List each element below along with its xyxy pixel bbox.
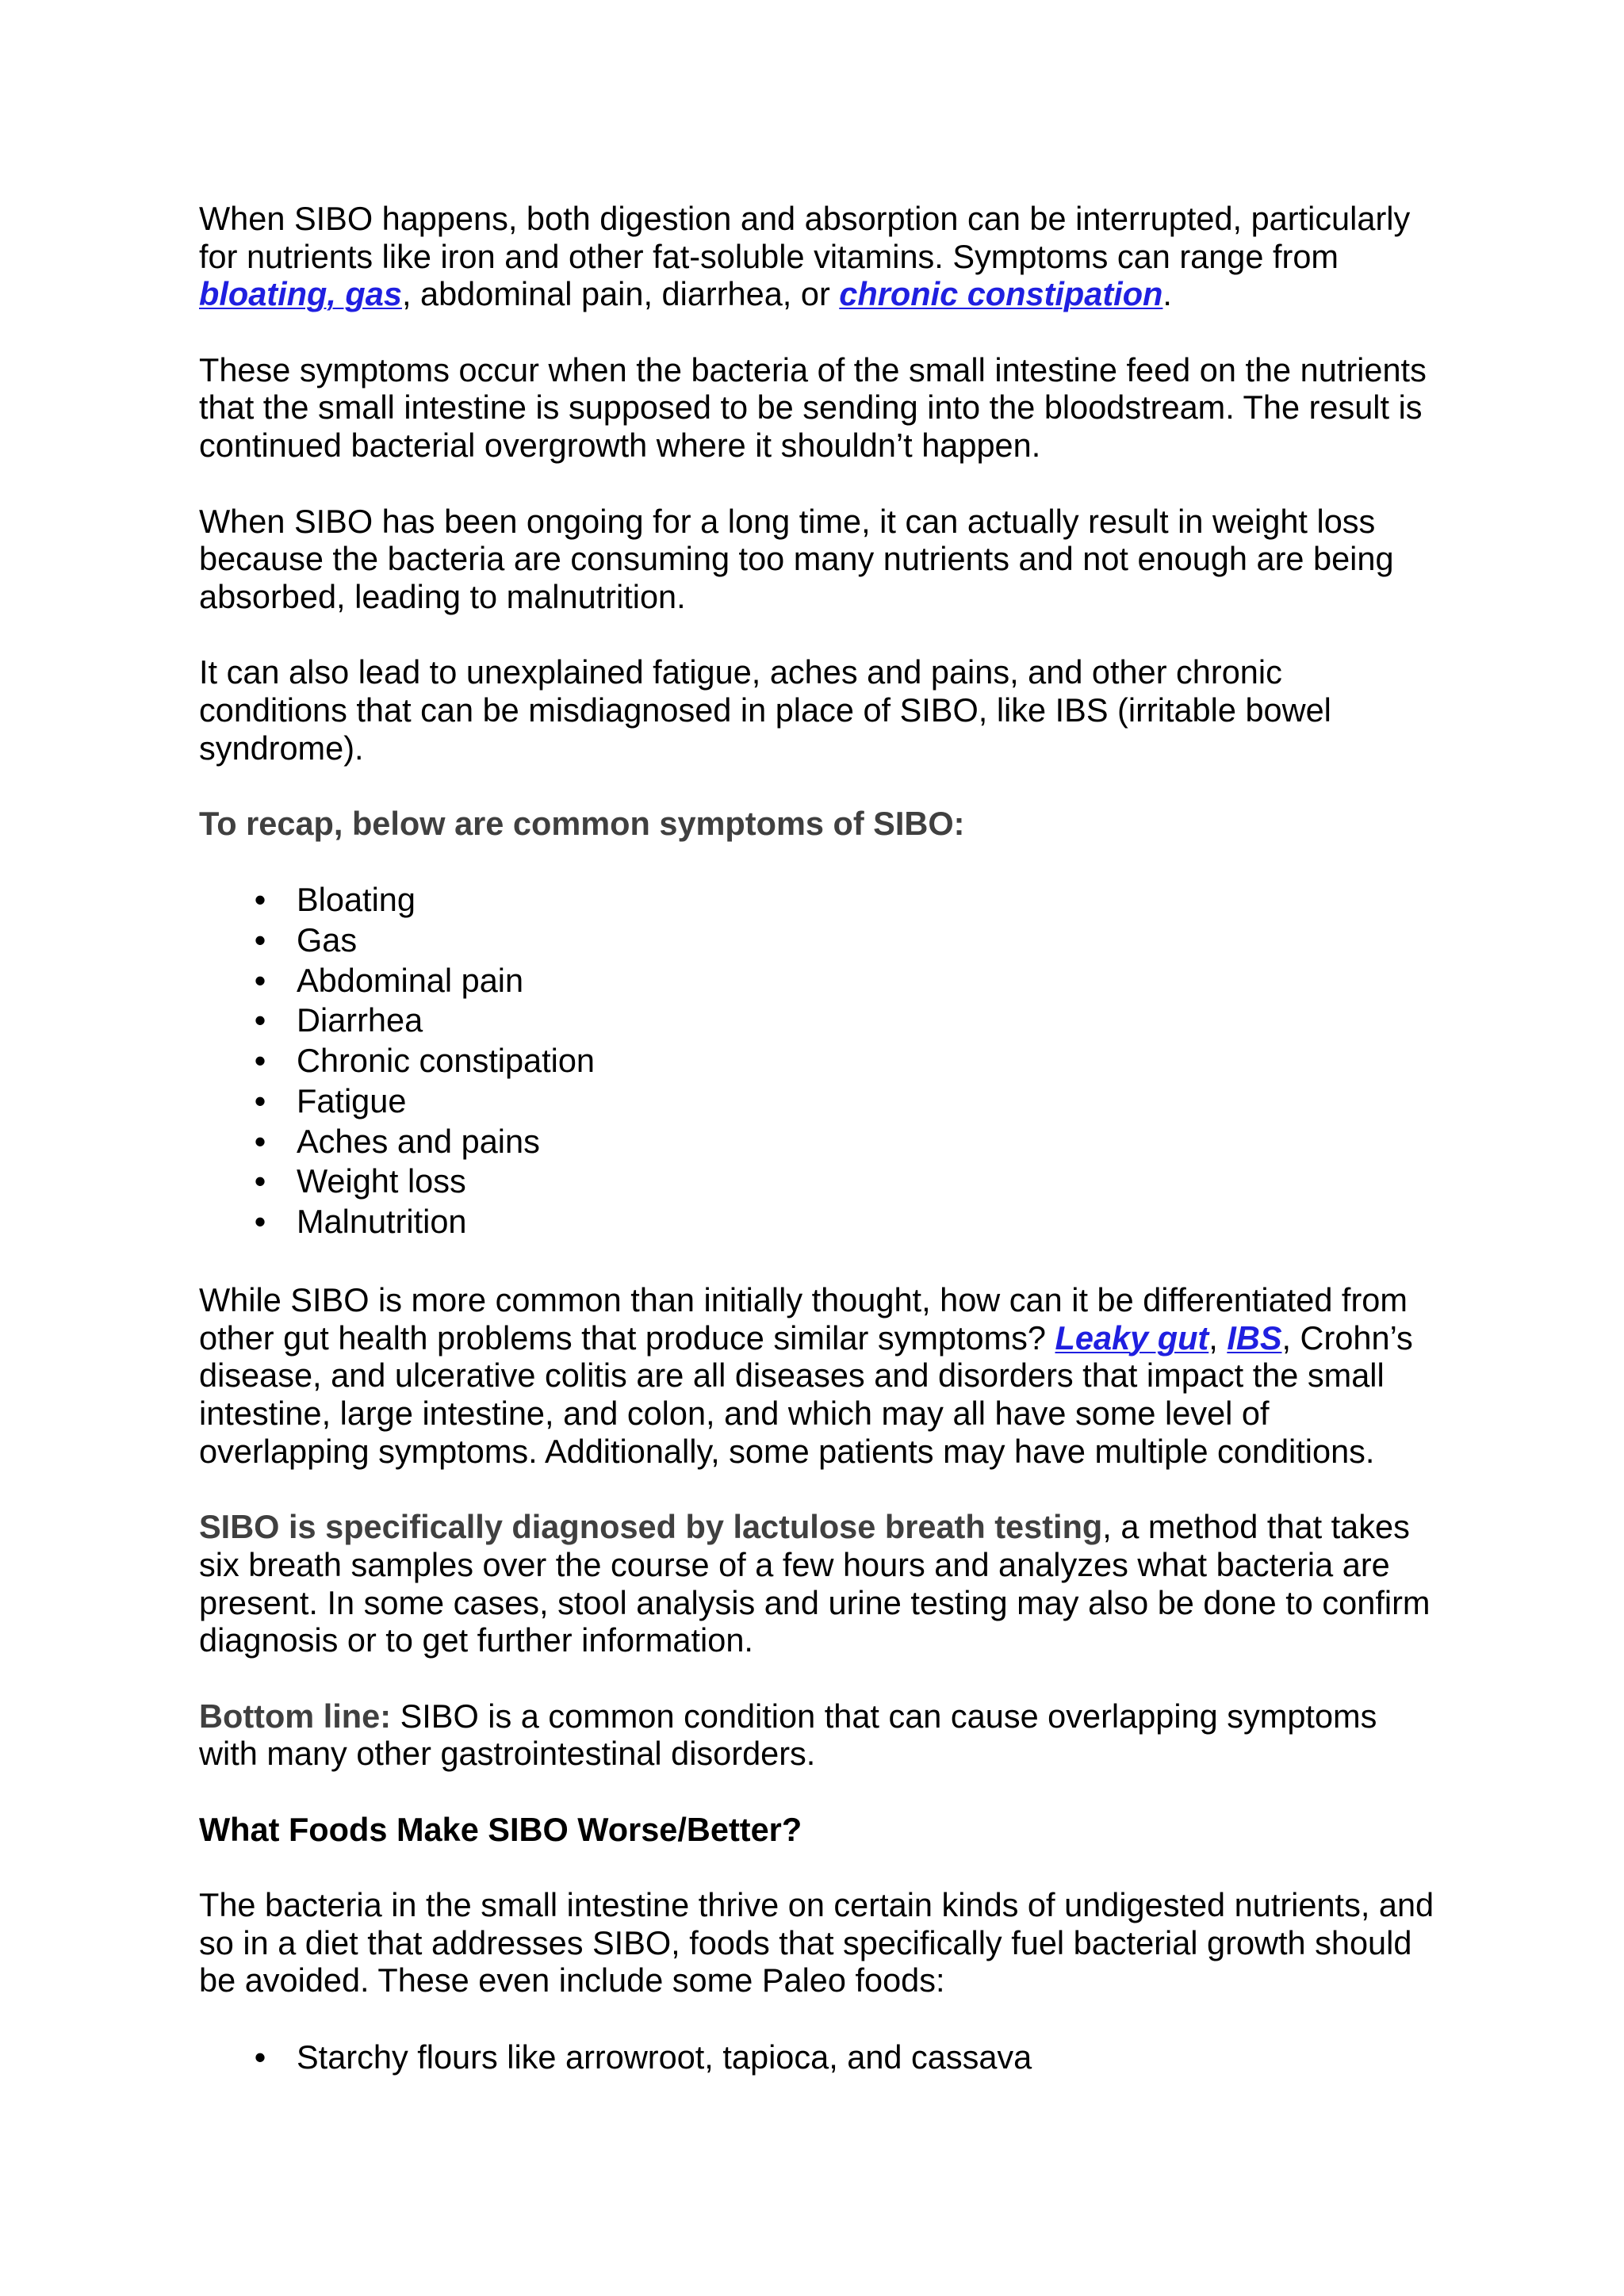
symptom-list-item [199, 1161, 1563, 1202]
list-item-text: Malnutrition [297, 1202, 467, 1240]
bullet-icon [251, 1122, 270, 1162]
symptoms-list [199, 880, 1563, 1242]
bullet-icon [251, 1161, 270, 1202]
link-chronic-constipation[interactable]: chronic constipation [839, 275, 1163, 313]
text-line: six breath samples over the course of a few hours and analyzes what bacteria are [199, 1545, 1390, 1583]
bullet-icon [251, 1081, 270, 1122]
weight-loss-paragraph [199, 503, 1563, 616]
text-line: These symptoms occur when the bacteria of the small intestine feed on the nutrients [199, 350, 1427, 388]
bullet-icon [251, 880, 270, 920]
text-line: When SIBO has been ongoing for a long time, it can actually result in weight loss [199, 502, 1376, 540]
diagnosis-emphasis: SIBO is specifically diagnosed by lactulose breath testing [199, 1508, 1103, 1546]
text-line: intestine, large intestine, and colon, and which may all have some level of [199, 1395, 1270, 1433]
symptom-list-item [199, 1081, 1563, 1122]
text-line: conditions that can be misdiagnosed in place of SIBO, like IBS (irritable bowel [199, 691, 1331, 729]
symptom-list-item [199, 880, 1563, 920]
foods-paragraph [199, 1886, 1563, 1999]
foods-heading: What Foods Make SIBO Worse/Better? [199, 1810, 802, 1848]
recap-heading: To recap, below are common symptoms of SIBO: [199, 805, 965, 842]
text-segment: , Crohn’s [1281, 1318, 1413, 1357]
diagnosis-paragraph [199, 1508, 1563, 1659]
list-item-text: Starchy flours like arrowroot, tapioca, and cassava [297, 2038, 1032, 2076]
bullet-icon [251, 2038, 270, 2078]
text-line: The bacteria in the small intestine thrive on certain kinds of undigested nutrients, and [199, 1886, 1434, 1924]
fatigue-paragraph [199, 653, 1563, 767]
bullet-icon [251, 1202, 270, 1242]
link-bloating-gas[interactable]: bloating, gas [199, 275, 402, 313]
link-leaky-gut[interactable]: Leaky gut [1055, 1318, 1209, 1357]
list-item-text: Chronic constipation [297, 1042, 596, 1080]
text-line [199, 275, 1563, 313]
text-line [199, 1319, 1563, 1357]
food-list-item [199, 2038, 1563, 2078]
intro-paragraph [199, 200, 1563, 313]
text-segment: other gut health problems that produce similar symptoms? [199, 1318, 1055, 1357]
text-line: It can also lead to unexplained fatigue, aches and pains, and other chronic [199, 653, 1282, 691]
text-segment: , [1208, 1318, 1228, 1357]
list-item-text: Weight loss [297, 1162, 466, 1200]
text-segment: , a method that takes [1102, 1508, 1410, 1546]
list-item-text: Fatigue [297, 1081, 407, 1119]
link-ibs[interactable]: IBS [1227, 1318, 1282, 1357]
bacteria-paragraph [199, 351, 1563, 465]
text-line: overlapping symptoms. Additionally, some patients may have multiple conditions. [199, 1432, 1375, 1470]
foods-list [199, 2038, 1563, 2078]
text-line: because the bacteria are consuming too many nutrients and not enough are being [199, 540, 1394, 578]
list-item-text: Gas [297, 921, 358, 959]
text-line: for nutrients like iron and other fat-soluble vitamins. Symptoms can range from [199, 237, 1339, 275]
text-line: that the small intestine is supposed to be sending into the bloodstream. The result is [199, 388, 1423, 427]
text-line: When SIBO happens, both digestion and absorption can be interrupted, particularly [199, 200, 1411, 237]
bullet-icon [251, 920, 270, 961]
text-line: so in a diet that addresses SIBO, foods that specifically fuel bacterial growth should [199, 1923, 1412, 1961]
text-segment: . [1162, 275, 1172, 313]
text-line: present. In some cases, stool analysis and urine testing may also be done to confirm [199, 1583, 1431, 1621]
bullet-icon [251, 1041, 270, 1081]
text-line: syndrome). [199, 729, 364, 767]
differentiation-paragraph [199, 1281, 1563, 1470]
symptom-list-item [199, 1202, 1563, 1242]
symptom-list-item [199, 1041, 1563, 1081]
symptom-list-item [199, 1001, 1563, 1041]
text-segment: SIBO is a common condition that can cause overlapping symptoms [391, 1697, 1377, 1735]
list-item-text: Diarrhea [297, 1001, 423, 1039]
list-item-text: Abdominal pain [297, 961, 524, 999]
text-line: with many other gastrointestinal disorders. [199, 1735, 816, 1773]
text-line: diagnosis or to get further information. [199, 1621, 753, 1659]
text-line: absorbed, leading to malnutrition. [199, 577, 686, 615]
bottom-line-label: Bottom line: [199, 1697, 392, 1735]
text-line: be avoided. These even include some Paleo foods: [199, 1961, 945, 1999]
list-item-text: Aches and pains [297, 1122, 540, 1160]
symptom-list-item [199, 920, 1563, 961]
text-line: continued bacterial overgrowth where it shouldn’t happen. [199, 427, 1041, 465]
list-item-text: Bloating [297, 881, 416, 919]
bottom-line-paragraph [199, 1697, 1563, 1773]
text-line [199, 1697, 1563, 1735]
symptom-list-item [199, 961, 1563, 1001]
bullet-icon [251, 961, 270, 1001]
text-line: While SIBO is more common than initially thought, how can it be differentiated from [199, 1281, 1408, 1319]
text-line [199, 1508, 1563, 1546]
text-segment: , abdominal pain, diarrhea, or [401, 275, 840, 313]
text-line: disease, and ulcerative colitis are all diseases and disorders that impact the small [199, 1357, 1385, 1395]
bullet-icon [251, 1001, 270, 1041]
document-body [199, 200, 1563, 2115]
symptom-list-item [199, 1122, 1563, 1162]
